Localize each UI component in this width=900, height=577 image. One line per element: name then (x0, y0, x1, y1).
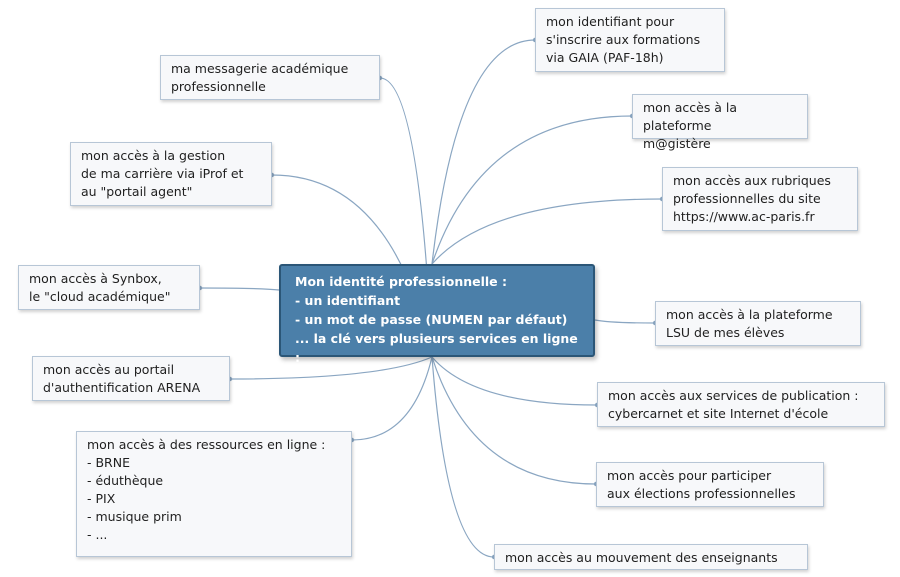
node-mouvement: mon accès au mouvement des enseignants (494, 544, 808, 570)
connector-publication (432, 357, 597, 405)
node-elections: mon accès pour participer aux élections professionnelles (596, 462, 824, 507)
node-gaia: mon identifiant pour s'inscrire aux formations via GAIA (PAF-18h) (535, 8, 725, 72)
connector-ressources (352, 357, 432, 440)
node-ressources: mon accès à des ressources en ligne : - BRNE - éduthèque - PIX - musique prim - ... (76, 431, 352, 557)
connector-lsu (595, 320, 655, 323)
node-publication: mon accès aux services de publication : cybercarnet et site Internet d'école (597, 382, 885, 427)
connector-rubriques-site (432, 199, 662, 264)
connector-magistere (432, 116, 632, 264)
node-messagerie: ma messagerie académique professionnelle (160, 55, 380, 100)
connector-mouvement (432, 357, 494, 557)
node-magistere: mon accès à la plateforme m@gistère (632, 94, 808, 139)
connector-synbox (200, 288, 279, 290)
node-arena: mon accès au portail d'authentification ARENA (32, 356, 230, 401)
node-lsu: mon accès à la plateforme LSU de mes élèves (655, 301, 861, 346)
connector-elections (432, 357, 596, 484)
connector-gaia (432, 40, 535, 264)
node-gestion-carriere: mon accès à la gestion de ma carrière via iProf et au "portail agent" (70, 142, 272, 206)
node-rubriques-site: mon accès aux rubriques professionnelles du site https://www.ac-paris.fr (662, 167, 858, 231)
node-synbox: mon accès à Synbox, le "cloud académique" (18, 265, 200, 310)
central-node: Mon identité professionnelle : - un identifiant - un mot de passe (NUMEN par défaut) ... la clé vers plusieurs services en ligne : (279, 264, 595, 357)
connector-arena (230, 357, 432, 379)
